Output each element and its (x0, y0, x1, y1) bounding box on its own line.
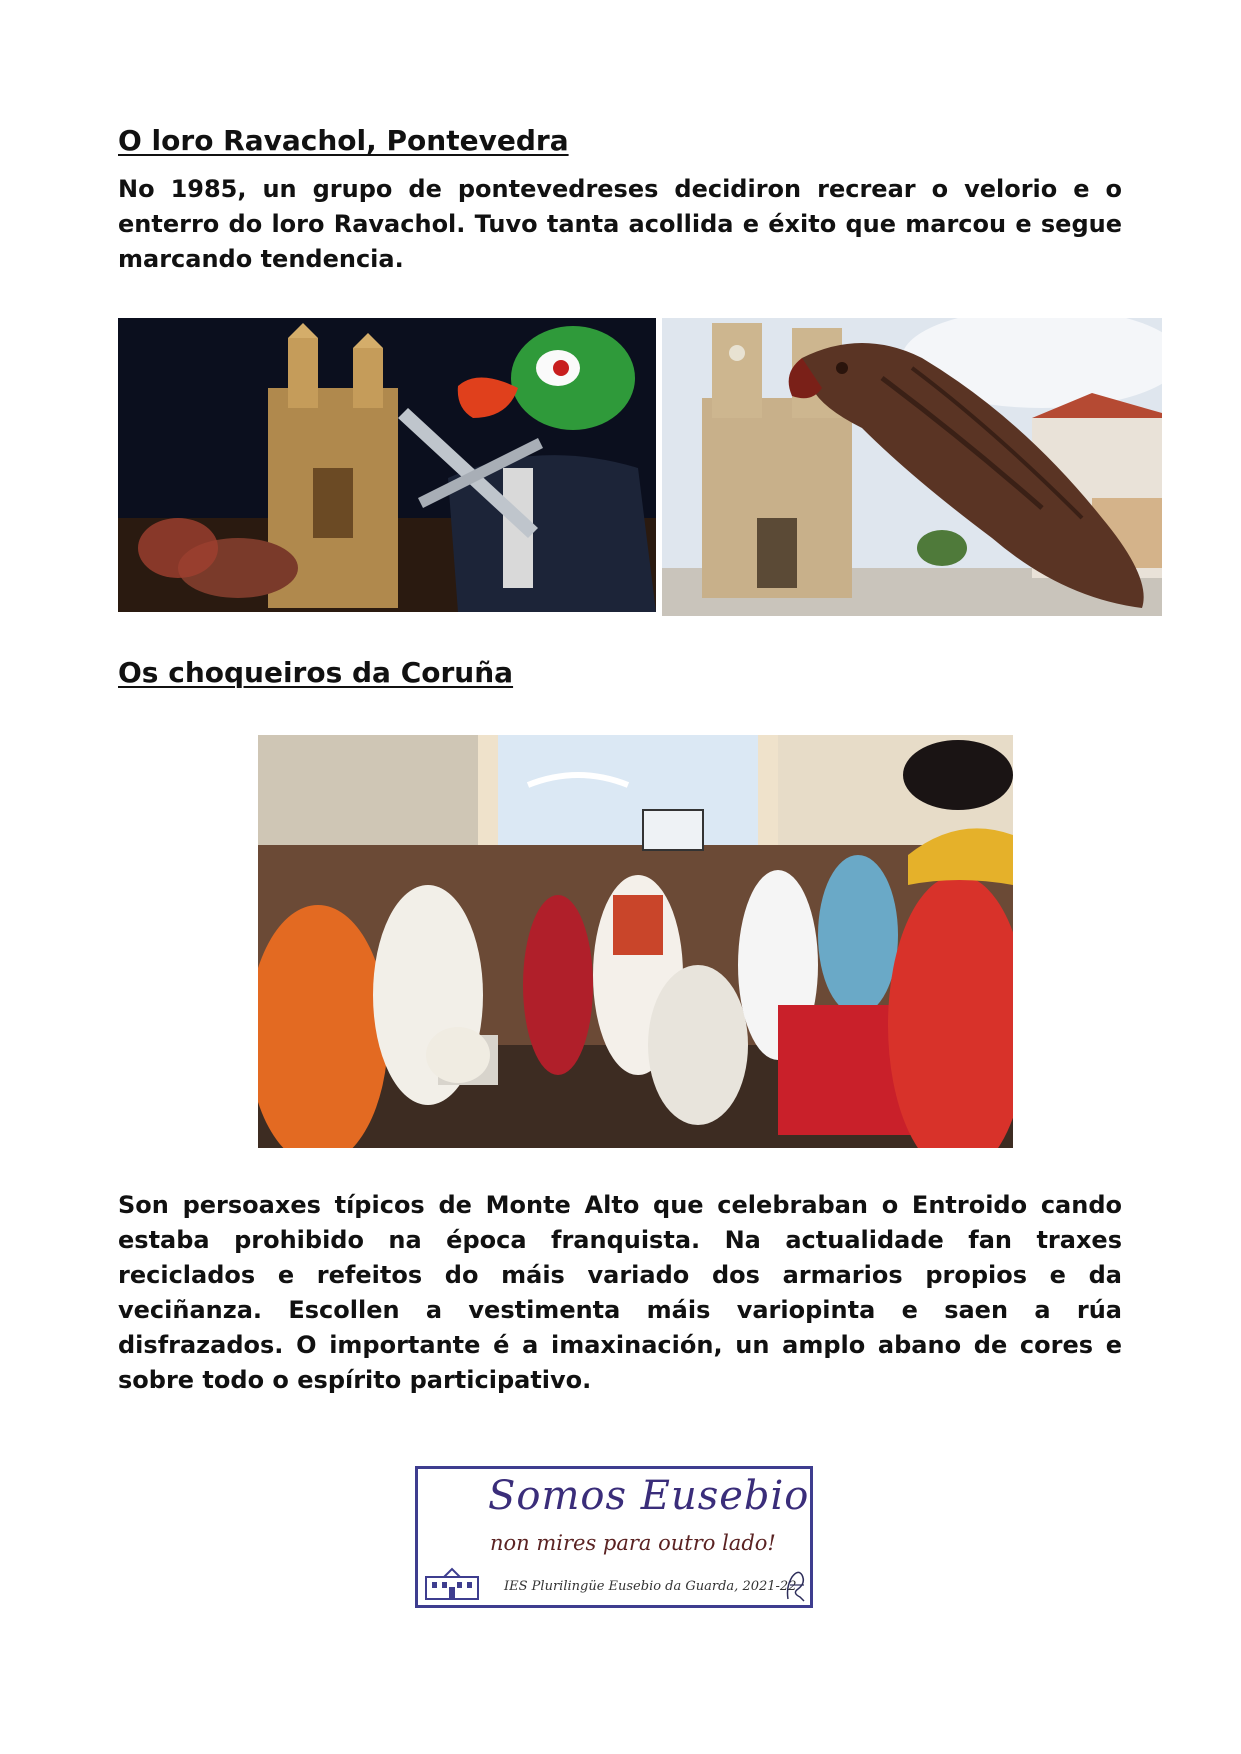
school-logo (415, 1466, 813, 1608)
section-title-choqueiros: Os choqueiros da Coruña (118, 656, 514, 689)
logo-title: Somos Eusebio (488, 1473, 810, 1519)
logo-slogan: non mires para outro lado! (490, 1531, 776, 1555)
ravachol-paragraph: No 1985, un grupo de pontevedreses decidiron recrear o velorio e o enterro do loro Ravachol. Tuvo tanta acollida e éxito que marcou e segue marcando tendencia. (118, 175, 1122, 273)
section-title-ravachol: O loro Ravachol, Pontevedra (118, 124, 569, 157)
logo-school-name: IES Plurilingüe Eusebio da Guarda, 2021-22 (504, 1579, 797, 1594)
ravachol-night-photo (118, 318, 656, 612)
school-building-icon (424, 1567, 480, 1601)
choqueiros-paragraph: Son persoaxes típicos de Monte Alto que celebraban o Entroido cando estaba prohibido na época franquista. Na actualidade fan traxes reciclados e refeitos do máis variado dos armarios propios e da veciñanza. Escollen a vestimenta máis variopinta e saen a rúa disfrazados. O importante é a imaxinación, un amplo abano de cores e sobre todo o espírito participativo. (118, 1191, 1122, 1394)
ravachol-statue-photo (662, 318, 1162, 616)
signature-icon (784, 1567, 808, 1603)
choqueiros-photo (258, 735, 1013, 1148)
